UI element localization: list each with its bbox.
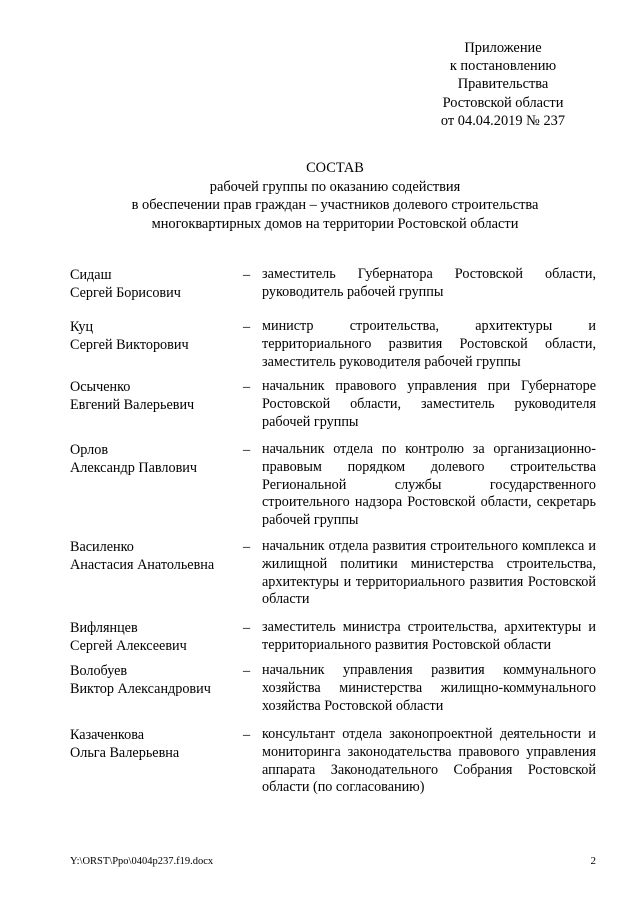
member-given-name: Сергей Алексеевич	[70, 638, 187, 654]
member-role: консультант отдела законопроектной деятельности и мониторинга законодательства правового управления аппарата Законодательного Собрания Ростовской области (по согласованию)	[262, 726, 596, 796]
heading-title: СОСТАВ	[306, 160, 364, 176]
member-role: заместитель министра строительства, архитектуры и территориального развития Ростовской области	[262, 619, 596, 653]
member-dash: –	[243, 539, 251, 555]
member-surname: Казаченкова	[70, 727, 145, 743]
member-role: заместитель Губернатора Ростовской области, руководитель рабочей группы	[262, 266, 596, 300]
heading-line: многоквартирных домов на территории Ростовской области	[151, 215, 519, 232]
appendix-line: Правительства	[457, 76, 549, 93]
member-dash: –	[243, 727, 251, 743]
member-given-name: Виктор Александрович	[70, 681, 211, 697]
member-given-name: Евгений Валерьевич	[70, 397, 195, 413]
member-name	[70, 378, 240, 414]
member-role: начальник отдела развития строительного комплекса и жилищной политики министерства строительства, архитектуры и территориального развития Ростовской области	[262, 538, 596, 608]
member-name	[70, 619, 240, 655]
member-role: начальник правового управления при Губернаторе Ростовской области, заместитель руководителя рабочей группы	[262, 378, 596, 430]
member-role: начальник отдела по контролю за организационно-правовым порядком долевого строительства Региональной службы государственного строительного надзора Ростовской области, секретарь рабочей группы	[262, 441, 596, 529]
member-given-name: Ольга Валерьевна	[70, 745, 180, 761]
member-name	[70, 441, 240, 477]
heading-line: в обеспечении прав граждан – участников долевого строительства	[131, 197, 539, 213]
appendix-line: Приложение	[464, 40, 542, 56]
member-role: министр строительства, архитектуры и территориального развития Ростовской области, заместитель руководителя рабочей группы	[262, 318, 596, 370]
appendix-line: от 04.04.2019 № 237	[440, 112, 566, 129]
member-name	[70, 726, 240, 762]
member-surname: Сидаш	[70, 267, 112, 283]
member-surname: Орлов	[70, 442, 109, 458]
member-name	[70, 266, 240, 302]
member-surname: Вифлянцев	[70, 620, 138, 636]
footer-file-path: Y:\ORST\Ppo\0404p237.f19.docx	[70, 856, 214, 867]
member-given-name: Сергей Викторович	[70, 337, 189, 353]
member-given-name: Сергей Борисович	[70, 285, 181, 301]
member-dash: –	[243, 267, 251, 283]
member-surname: Куц	[70, 319, 94, 335]
member-given-name: Александр Павлович	[70, 460, 198, 476]
member-dash: –	[243, 620, 251, 636]
member-surname: Волобуев	[70, 663, 128, 679]
document-heading	[70, 159, 600, 233]
member-dash: –	[243, 319, 251, 335]
member-dash: –	[243, 379, 251, 395]
member-name	[70, 662, 240, 698]
page-number: 2	[590, 855, 596, 867]
member-given-name: Анастасия Анатольевна	[70, 557, 215, 573]
member-name	[70, 538, 240, 574]
member-role: начальник управления развития коммунального хозяйства министерства жилищно-коммунального хозяйства Ростовской области	[262, 662, 596, 714]
appendix-line: к постановлению	[449, 58, 557, 75]
member-dash: –	[243, 442, 251, 458]
member-dash: –	[243, 663, 251, 679]
member-surname: Василенко	[70, 539, 134, 555]
appendix-line: Ростовской области	[442, 94, 564, 111]
member-surname: Осыченко	[70, 379, 131, 395]
heading-line: рабочей группы по оказанию содействия	[209, 178, 461, 195]
appendix-block	[400, 39, 606, 130]
member-name	[70, 318, 240, 354]
